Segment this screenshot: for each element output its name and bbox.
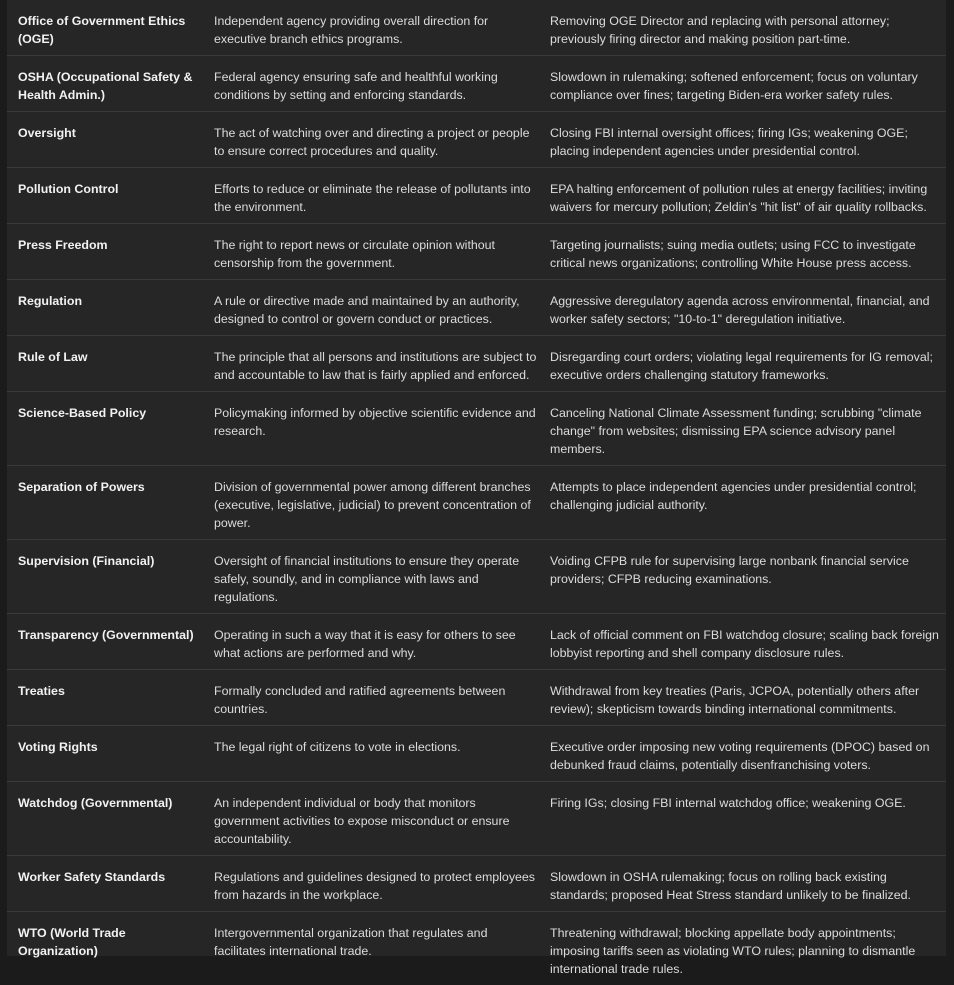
definition-cell: An independent individual or body that monitors government activities to expose misconduct or ensure accountability. — [203, 782, 539, 856]
actions-cell: Closing FBI internal oversight offices; firing IGs; weakening OGE; placing independent agencies under presidential control. — [539, 112, 946, 168]
table-row — [7, 670, 946, 726]
table-row — [7, 466, 946, 540]
definition-cell: A rule or directive made and maintained by an authority, designed to control or govern conduct or practices. — [203, 280, 539, 336]
table-row — [7, 224, 946, 280]
term-cell: Office of Government Ethics (OGE) — [7, 0, 203, 56]
actions-cell: Slowdown in OSHA rulemaking; focus on rolling back existing standards; proposed Heat Stress standard unlikely to be finalized. — [539, 856, 946, 912]
table-row — [7, 56, 946, 112]
table-row — [7, 614, 946, 670]
term-cell: Worker Safety Standards — [7, 856, 203, 912]
term-cell: WTO (World Trade Organization) — [7, 912, 203, 985]
definition-cell: Policymaking informed by objective scientific evidence and research. — [203, 392, 539, 466]
definition-cell: The legal right of citizens to vote in elections. — [203, 726, 539, 782]
table-row — [7, 0, 946, 56]
actions-cell: Aggressive deregulatory agenda across environmental, financial, and worker safety sectors; "10-to-1" deregulation initiative. — [539, 280, 946, 336]
actions-cell: Slowdown in rulemaking; softened enforcement; focus on voluntary compliance over fines; targeting Biden-era worker safety rules. — [539, 56, 946, 112]
term-cell: Regulation — [7, 280, 203, 336]
definition-cell: Independent agency providing overall direction for executive branch ethics programs. — [203, 0, 539, 56]
actions-cell: Targeting journalists; suing media outlets; using FCC to investigate critical news organizations; controlling White House press access. — [539, 224, 946, 280]
term-cell: Science-Based Policy — [7, 392, 203, 466]
glossary-table — [7, 0, 946, 985]
actions-cell: Voiding CFPB rule for supervising large nonbank financial service providers; CFPB reducing examinations. — [539, 540, 946, 614]
term-cell: Oversight — [7, 112, 203, 168]
definition-cell: The principle that all persons and institutions are subject to and accountable to law that is fairly applied and enforced. — [203, 336, 539, 392]
actions-cell: Lack of official comment on FBI watchdog closure; scaling back foreign lobbyist reporting and shell company disclosure rules. — [539, 614, 946, 670]
actions-cell: EPA halting enforcement of pollution rules at energy facilities; inviting waivers for mercury pollution; Zeldin's "hit list" of air quality rollbacks. — [539, 168, 946, 224]
definition-cell: Division of governmental power among different branches (executive, legislative, judicial) to prevent concentration of power. — [203, 466, 539, 540]
term-cell: Supervision (Financial) — [7, 540, 203, 614]
actions-cell: Firing IGs; closing FBI internal watchdog office; weakening OGE. — [539, 782, 946, 856]
definition-cell: Operating in such a way that it is easy for others to see what actions are performed and why. — [203, 614, 539, 670]
table-row — [7, 280, 946, 336]
term-cell: Watchdog (Governmental) — [7, 782, 203, 856]
table-row — [7, 726, 946, 782]
actions-cell: Disregarding court orders; violating legal requirements for IG removal; executive orders challenging statutory frameworks. — [539, 336, 946, 392]
definition-cell: The right to report news or circulate opinion without censorship from the government. — [203, 224, 539, 280]
table-row — [7, 540, 946, 614]
definition-cell: Formally concluded and ratified agreements between countries. — [203, 670, 539, 726]
table-row — [7, 336, 946, 392]
term-cell: Rule of Law — [7, 336, 203, 392]
table-row — [7, 856, 946, 912]
term-cell: Voting Rights — [7, 726, 203, 782]
term-cell: Pollution Control — [7, 168, 203, 224]
glossary-table-body — [7, 0, 946, 985]
term-cell: Transparency (Governmental) — [7, 614, 203, 670]
term-cell: Press Freedom — [7, 224, 203, 280]
glossary-table-container — [7, 0, 946, 956]
actions-cell: Removing OGE Director and replacing with personal attorney; previously firing director and making position part-time. — [539, 0, 946, 56]
definition-cell: Federal agency ensuring safe and healthful working conditions by setting and enforcing standards. — [203, 56, 539, 112]
table-row — [7, 392, 946, 466]
term-cell: Separation of Powers — [7, 466, 203, 540]
table-row — [7, 112, 946, 168]
actions-cell: Executive order imposing new voting requirements (DPOC) based on debunked fraud claims, potentially disenfranchising voters. — [539, 726, 946, 782]
actions-cell: Threatening withdrawal; blocking appellate body appointments; imposing tariffs seen as violating WTO rules; planning to dismantle international trade rules. — [539, 912, 946, 985]
definition-cell: Intergovernmental organization that regulates and facilitates international trade. — [203, 912, 539, 985]
definition-cell: Regulations and guidelines designed to protect employees from hazards in the workplace. — [203, 856, 539, 912]
actions-cell: Attempts to place independent agencies under presidential control; challenging judicial authority. — [539, 466, 946, 540]
actions-cell: Canceling National Climate Assessment funding; scrubbing "climate change" from websites; dismissing EPA science advisory panel members. — [539, 392, 946, 466]
table-row — [7, 782, 946, 856]
table-row — [7, 912, 946, 985]
definition-cell: Oversight of financial institutions to ensure they operate safely, soundly, and in compliance with laws and regulations. — [203, 540, 539, 614]
definition-cell: The act of watching over and directing a project or people to ensure correct procedures and quality. — [203, 112, 539, 168]
table-row — [7, 168, 946, 224]
term-cell: Treaties — [7, 670, 203, 726]
definition-cell: Efforts to reduce or eliminate the release of pollutants into the environment. — [203, 168, 539, 224]
term-cell: OSHA (Occupational Safety & Health Admin.) — [7, 56, 203, 112]
actions-cell: Withdrawal from key treaties (Paris, JCPOA, potentially others after review); skepticism towards binding international commitments. — [539, 670, 946, 726]
